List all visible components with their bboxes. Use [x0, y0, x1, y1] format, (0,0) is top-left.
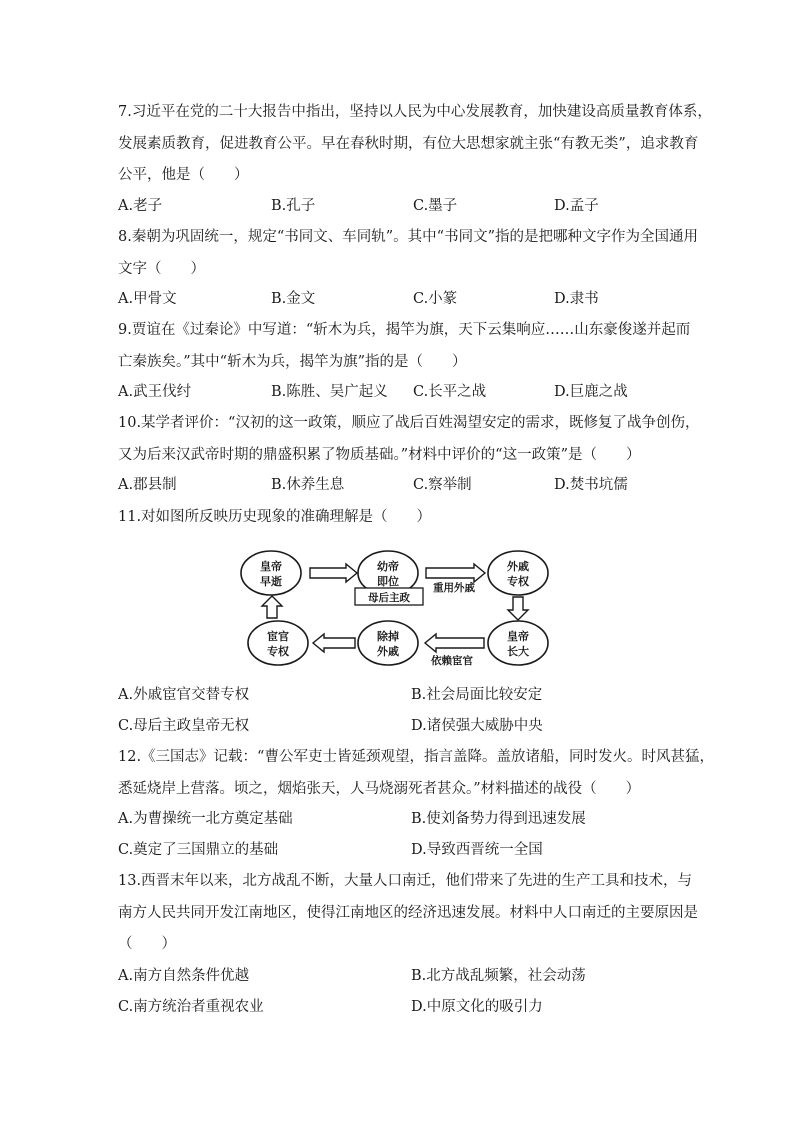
question-line: 8.秦朝为巩固统一，规定“书同文、车同轨”。其中“书同文”指的是把哪种文字作为全国通用: [118, 229, 698, 245]
option-a: A.郡县制: [118, 477, 177, 493]
question-12: [118, 742, 714, 805]
node-text: 皇帝: [260, 560, 282, 573]
option-a: A.为曹操统一北方奠定基础: [118, 811, 293, 827]
option-d: D.巨鹿之战: [554, 384, 628, 400]
edge-label-reuse-consort: 重用外戚: [433, 582, 475, 594]
arrow-right-2: [426, 564, 485, 582]
question-line: 悉延烧岸上营落。顷之，烟焰张天，人马烧溺死者甚众。”材料描述的战役（ ）: [118, 780, 641, 797]
option-c: C.长平之战: [413, 384, 487, 400]
question-7: [118, 97, 712, 192]
question-line: 11.对如图所反映历史现象的准确理解是（ ）: [118, 509, 432, 525]
question-line: 亡秦族矣。”其中“斩木为兵，揭竿为旗”指的是（ ）: [118, 353, 467, 370]
edge-label-rely-eunuch: 依赖宦官: [431, 655, 473, 667]
question-10: [118, 408, 700, 471]
question-line: （ ）: [118, 936, 176, 952]
option-b: B.社会局面比较安定: [411, 687, 543, 703]
node-consort-power: [488, 551, 548, 595]
option-d: D.诸侯强大威胁中央: [411, 718, 543, 734]
option-d: D.导致西晋统一全国: [411, 842, 543, 858]
node-text: 除掉: [377, 630, 399, 643]
node-text: 外戚: [377, 645, 399, 658]
question-12-options-row1: [118, 804, 698, 836]
arrow-down: [508, 597, 528, 620]
option-b: B.金文: [271, 291, 316, 307]
node-text: 长大: [507, 645, 529, 658]
cycle-diagram: [238, 543, 568, 673]
question-8-options: [118, 284, 698, 316]
arrow-left-2: [313, 634, 355, 652]
question-8: [118, 222, 698, 285]
arrow-right-1: [310, 564, 357, 582]
node-text: 即位: [377, 575, 399, 588]
question-line: 13.西晋末年以来，北方战乱不断，大量人口南迁，他们带来了先进的生产工具和技术，与: [118, 873, 693, 889]
option-b: B.休养生息: [271, 477, 345, 493]
question-9: [118, 315, 691, 378]
option-b: B.孔子: [271, 198, 316, 214]
node-text: 专权: [267, 645, 289, 658]
arrow-left-1: [425, 634, 484, 652]
option-d: D.孟子: [554, 198, 599, 214]
node-text: 皇帝: [507, 630, 529, 643]
option-c: C.察举制: [413, 477, 472, 493]
option-b: B.北方战乱频繁，社会动荡: [411, 968, 586, 984]
question-11-options-row2: [118, 711, 698, 743]
option-b: B.陈胜、吴广起义: [271, 384, 388, 400]
question-12-options-row2: [118, 835, 698, 867]
option-b: B.使刘备势力得到迅速发展: [411, 811, 586, 827]
box-label: 母后主政: [368, 592, 410, 604]
option-c: C.墨子: [413, 198, 458, 214]
question-11-options-row1: [118, 680, 698, 712]
option-a: A.外戚宦官交替专权: [118, 687, 250, 703]
node-text: 早逝: [260, 575, 282, 588]
question-11: [118, 502, 684, 534]
node-emperor-grown: [488, 621, 548, 665]
question-13-options-row2: [118, 992, 698, 1024]
option-c: C.母后主政皇帝无权: [118, 718, 250, 734]
question-line: 公平，他是（ ）: [118, 167, 249, 183]
option-c: C.小篆: [413, 291, 458, 307]
question-13: [118, 866, 698, 961]
option-c: C.奠定了三国鼎立的基础: [118, 842, 279, 858]
node-text: 外戚: [507, 560, 529, 573]
option-a: A.武王伐纣: [118, 384, 192, 400]
box-regency: [355, 588, 423, 605]
option-a: A.南方自然条件优越: [118, 968, 250, 984]
option-d: D.焚书坑儒: [554, 477, 628, 493]
arrow-up: [262, 596, 282, 618]
question-line: 10.某学者评价：“汉初的这一政策，顺应了战后百姓渴望安定的需求，既修复了战争创伤，: [118, 415, 700, 431]
question-7-options: [118, 191, 698, 223]
option-d: D.隶书: [554, 291, 599, 307]
question-line: 南方人民共同开发江南地区，使得江南地区的经济迅速发展。材料中人口南迁的主要原因是: [118, 904, 698, 921]
question-line: 文字（ ）: [118, 260, 205, 277]
question-line: 12.《三国志》记载：“曹公军吏士皆延颈观望，指言盖降。盖放诸船，同时发火。时风甚猛，: [118, 749, 714, 765]
option-c: C.南方统治者重视农业: [118, 999, 264, 1015]
node-emperor-died-young: [241, 551, 301, 595]
question-line: 7.习近平在党的二十大报告中指出，坚持以人民为中心发展教育，加快建设高质量教育体系，: [118, 104, 712, 120]
question-10-options: [118, 470, 698, 502]
node-text: 专权: [507, 575, 529, 588]
node-eunuch-power: [248, 621, 308, 665]
question-line: 9.贾谊在《过秦论》中写道：“斩木为兵，揭竿为旗，天下云集响应……山东豪俊遂并起而: [118, 322, 691, 338]
option-a: A.老子: [118, 198, 163, 214]
node-text: 宦官: [267, 630, 289, 643]
question-9-options: [118, 377, 698, 409]
node-text: 幼帝: [377, 560, 399, 573]
node-remove-consort: [358, 621, 418, 665]
question-line: 又为后来汉武帝时期的鼎盛积累了物质基础。”材料中评价的“这一政策”是（ ）: [118, 446, 641, 463]
option-a: A.甲骨文: [118, 291, 177, 307]
question-13-options-row1: [118, 961, 698, 993]
option-d: D.中原文化的吸引力: [411, 999, 543, 1015]
question-line: 发展素质教育，促进教育公平。早在春秋时期，有位大思想家就主张“有教无类”，追求教育: [118, 135, 699, 152]
